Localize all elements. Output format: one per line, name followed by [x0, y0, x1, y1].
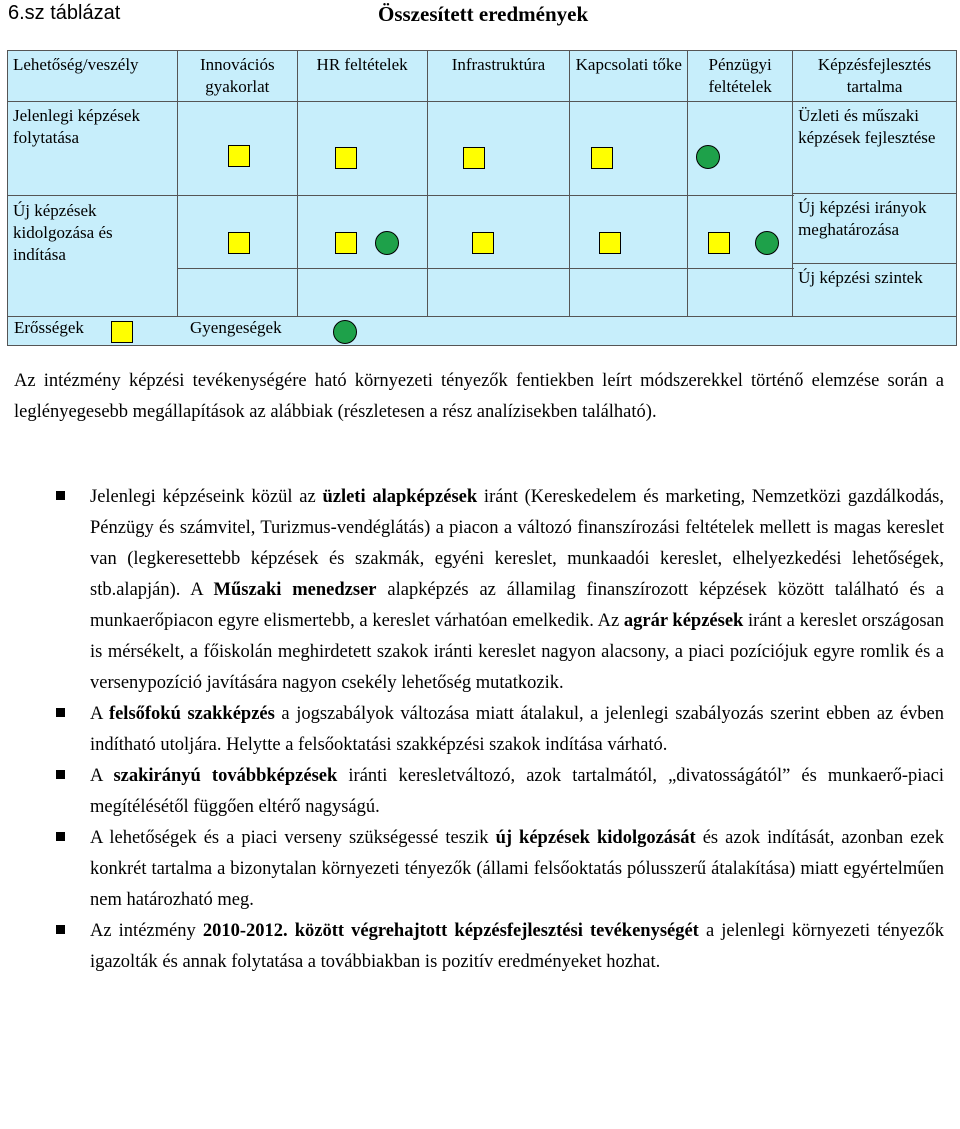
infrastructure-cell — [427, 102, 570, 319]
bullet-icon — [56, 770, 65, 779]
row-labels-cell — [8, 102, 178, 319]
strength-marker — [228, 145, 250, 167]
strength-marker — [472, 232, 494, 254]
list-item: Az intézmény 2010-2012. között végrehajtott képzésfejlesztési tevékenységét a jelenlegi környezeti tényezők igazolták és annak folytatása a továbbiakban is pozitív eredményeket hozhat. — [14, 916, 944, 978]
strength-marker — [335, 232, 357, 254]
bullet-icon — [56, 925, 65, 934]
weakness-marker — [755, 231, 779, 255]
col-header-finance: Pénzügyi feltételek — [688, 51, 793, 102]
row-label-current: Jelenlegi képzések folytatása — [13, 106, 140, 147]
row-label-new: Új képzések kidolgozása és indítása — [13, 201, 113, 264]
content-item-levels: Új képzési szintek — [798, 268, 923, 287]
list-item: A felsőfokú szakképzés a jogszabályok változása miatt átalakul, a jelenlegi szabályozás szerint ebben az évben indítható utoljára. Helytte a felsőoktatási szakképzési szakok indítása várható. — [14, 699, 944, 761]
strength-marker — [335, 147, 357, 169]
bullet-icon — [56, 708, 65, 717]
row-separator — [7, 195, 794, 196]
legend-weakness-label: Gyengeségek — [190, 318, 282, 337]
bullet-list — [14, 482, 944, 978]
list-item: A szakirányú továbbképzések iránti keresletváltozó, azok tartalmától, „divatosságától” és munkaerő-piaci megítélésétől függően eltérő nagyságú. — [14, 761, 944, 823]
content-item-directions: Új képzési irányok meghatározása — [793, 194, 956, 264]
intro-paragraph: Az intézmény képzési tevékenységére ható környezeti tényezők fentiekben leírt módszerekkel történő elemzése során a leglényegesebb megállapítások az alábbiak (részletesen a rész analízisekben található). — [14, 371, 944, 422]
header-row — [8, 51, 957, 102]
hr-cell — [297, 102, 427, 319]
col-header-innovation: Innovációs gyakorlat — [177, 51, 297, 102]
col-header-infrastructure: Infrastruktúra — [427, 51, 570, 102]
bullet-icon — [56, 832, 65, 841]
col-header-threat: Lehetőség/veszély — [8, 51, 178, 102]
results-table — [7, 50, 957, 319]
bullet-icon — [56, 491, 65, 500]
strength-marker — [599, 232, 621, 254]
innovation-cell — [177, 102, 297, 319]
strength-marker — [591, 147, 613, 169]
legend-strength-icon — [111, 321, 133, 343]
list-item: A lehetőségek és a piaci verseny szükségessé teszik új képzések kidolgozását és azok indítását, azonban ezek konkrét tartalma a bizonytalan környezeti tényezők (állami felsőoktatás pólusszerű átalakítása) miatt egyértelműen nem határozható meg. — [14, 823, 944, 916]
weakness-marker — [375, 231, 399, 255]
legend-row — [7, 316, 957, 346]
table-title: Összesített eredmények — [378, 2, 589, 26]
legend-weakness-icon — [333, 320, 357, 344]
col-header-content: Képzésfejlesztés tartalma — [793, 51, 957, 102]
table-number: 6.sz táblázat — [8, 2, 121, 24]
strength-marker — [463, 147, 485, 169]
list-item: Jelenlegi képzéseink közül az üzleti alapképzések iránt (Kereskedelem és marketing, Nemzetközi gazdálkodás, Pénzügy és számvitel, Turizmus-vendéglátás) a piacon a változó finanszírozási feltételek mellett is magas kereslet van (legkeresettebb képzések és szakmák, egyéni kereslet, munkaadói kereslet, elhelyezkedési lehetőségek, stb.alapján). A Műszaki menedzser alapképzés az államilag finanszírozott képzések között található és a munkaerőpiacon egyre elismertebb, a kereslet várhatóan emelkedik. Az agrár képzések iránt a kereslet országosan is mérsékelt, a főiskolán meghirdetett szakok iránti kereslet nagyon alacsony, a piaci pozíciójuk egyre romlik és a versenypozíció javítására nagyon csekély lehetőség mutatkozik. — [14, 482, 944, 699]
content-cell — [793, 102, 957, 319]
finance-cell — [688, 102, 793, 319]
content-item-business: Üzleti és műszaki képzések fejlesztése — [793, 102, 956, 194]
row-separator-lower — [177, 268, 794, 269]
legend-strength-label: Erősségek — [14, 318, 84, 337]
weakness-marker — [696, 145, 720, 169]
col-header-relations: Kapcsolati tőke — [570, 51, 688, 102]
strength-marker — [228, 232, 250, 254]
strength-marker — [708, 232, 730, 254]
body-row — [8, 102, 957, 319]
col-header-hr: HR feltételek — [297, 51, 427, 102]
relations-cell — [570, 102, 688, 319]
